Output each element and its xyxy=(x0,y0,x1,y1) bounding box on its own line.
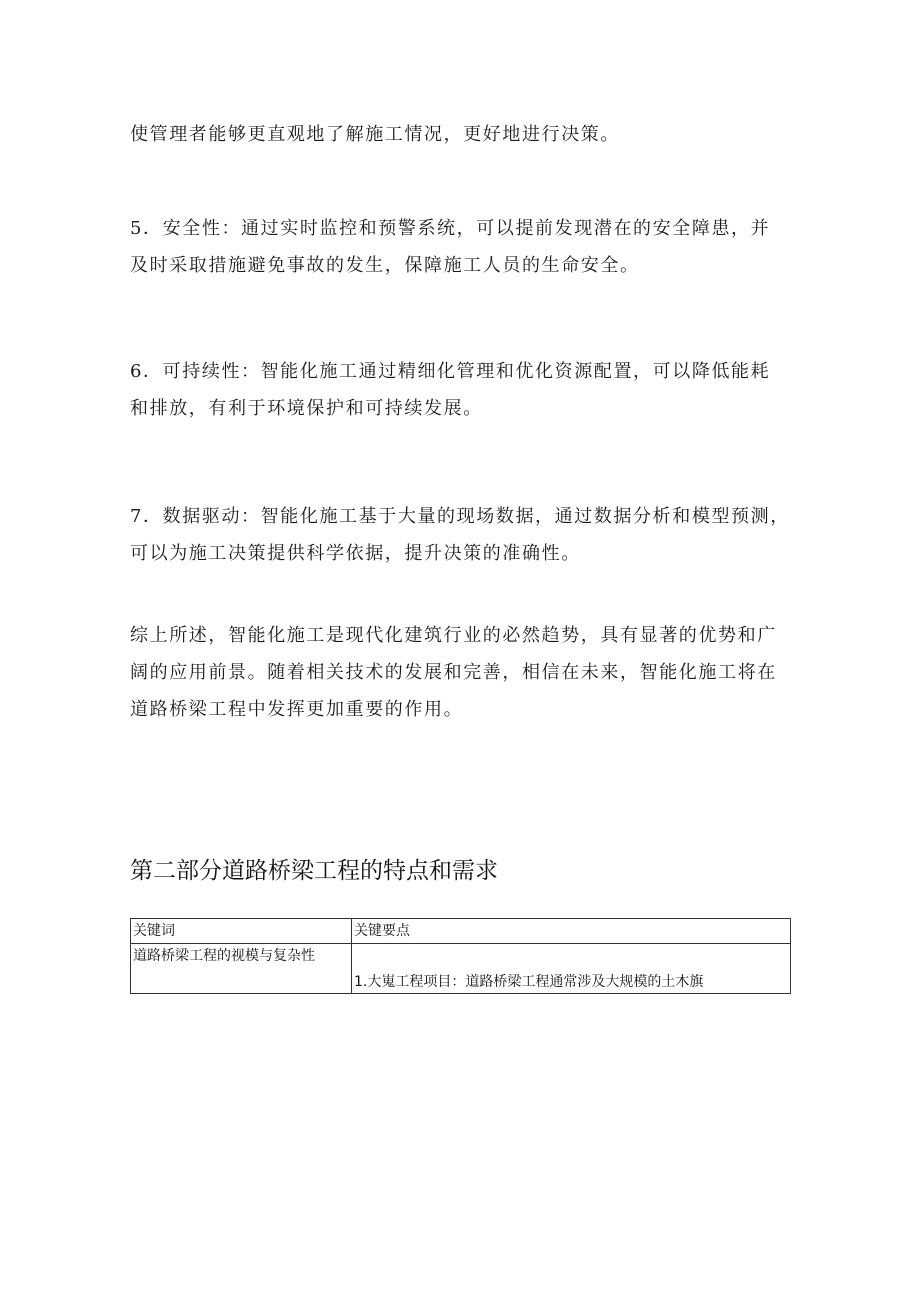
paragraph-line: 阔的应用前景。随着相关技术的发展和完善，相信在未来，智能化施工将在 xyxy=(130,662,777,683)
paragraph-line: 7．数据驱动：智能化施工基于大量的现场数据，通过数据分析和模型预测， xyxy=(130,506,790,527)
table-header-row xyxy=(131,919,791,944)
paragraph-summary xyxy=(130,617,795,728)
paragraph-line: 6．可持续性：智能化施工通过精细化管理和优化资源配置，可以降低能耗 xyxy=(130,361,771,382)
paragraph-line: 综上所述，智能化施工是现代化建筑行业的必然趋势，具有显著的优势和广 xyxy=(130,625,777,646)
keyword-table xyxy=(130,918,791,994)
table-cell-keypoint: 1.大嵬工程项目：道路桥梁工程通常涉及大规模的土木旗 xyxy=(352,944,791,994)
paragraph-line: 及时采取措施避免事故的发生，保障施工人员的生命安全。 xyxy=(130,255,640,276)
paragraph-line: 5．安全性：通过实时监控和预警系统，可以提前发现潜在的安全障患，并 xyxy=(130,218,771,239)
table-header-keyword: 关键词 xyxy=(131,919,352,944)
paragraph-line: 和排放，有利于环境保护和可持续发展。 xyxy=(130,398,483,419)
table-cell-keyword: 道路桥梁工程的视模与复杂性 xyxy=(131,944,352,994)
paragraph-sustainability xyxy=(130,353,795,427)
paragraph-data-driven xyxy=(130,498,795,572)
paragraph-safety xyxy=(130,210,795,284)
table-row xyxy=(131,944,791,994)
paragraph-line: 可以为施工决策提供科学依据，提升决策的准确性。 xyxy=(130,543,581,564)
section-heading: 第二部分道路桥梁工程的特点和需求 xyxy=(130,858,498,884)
paragraph-line: 道路桥梁工程中发挥更加重要的作用。 xyxy=(130,699,464,720)
table-header-keypoints: 关键要点 xyxy=(352,919,791,944)
paragraph-line: 使管理者能够更直观地了解施工情况，更好地进行决策。 xyxy=(130,124,620,145)
paragraph-decision xyxy=(130,116,795,153)
